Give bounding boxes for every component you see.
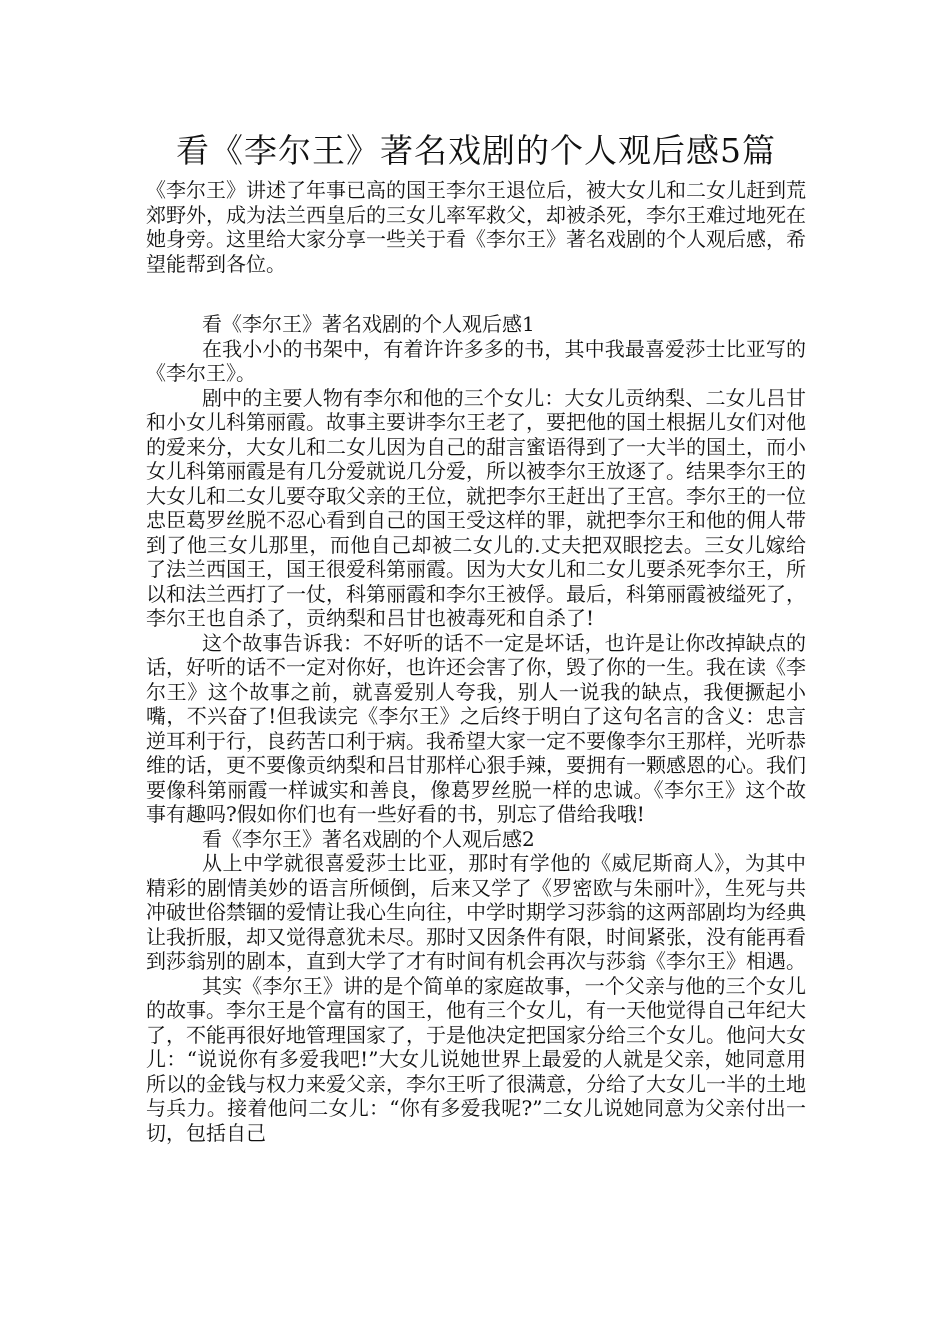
section-2-paragraph-2: 其实《李尔王》讲的是个简单的家庭故事，一个父亲与他的三个女儿的故事。李尔王是个富有的国王，他有三个女儿，有一天他觉得自己年纪大了，不能再很好地管理国家了，于是他决定把国家分给三个女儿。他问大女儿：“说说你有多爱我吧!”大女儿说她世界上最爱的人就是父亲，她同意用所以的金钱与权力来爱父亲，李尔王听了很满意，分给了大女儿一半的土地与兵力。接着他问二女儿：“你有多爱我呢?”二女儿说她同意为父亲付出一切，包括自己 <box>146 973 806 1145</box>
section-2-heading: 看《李尔王》著名戏剧的个人观后感2 <box>202 826 535 851</box>
section-2-paragraph-1: 从上中学就很喜爱莎士比亚，那时有学他的《威尼斯商人》，为其中精彩的剧情美妙的语言所倾倒，后来又学了《罗密欧与朱丽叶》，生死与共冲破世俗禁锢的爱情让我心生向往，中学时期学习莎翁的这两部剧均为经典让我折服，却又觉得意犹未尽。那时又因条件有限，时间紧张，没有能再看到莎翁别的剧本，直到大学了才有时间有机会再次与莎翁《李尔王》相遇。 <box>146 851 806 973</box>
document-page <box>146 128 806 1145</box>
intro-paragraph: 《李尔王》讲述了年事已高的国王李尔王退位后，被大女儿和二女儿赶到荒郊野外，成为法兰西皇后的三女儿率军救父，却被杀死，李尔王难过地死在她身旁。这里给大家分享一些关于看《李尔王》著名戏剧的个人观后感，希望能帮到各位。 <box>146 178 806 276</box>
section-2 <box>146 827 806 1146</box>
section-1-paragraph-1: 在我小小的书架中，有着许许多多的书，其中我最喜爱莎士比亚写的《李尔王》。 <box>146 336 806 385</box>
section-1 <box>146 312 806 827</box>
document-title: 看《李尔王》著名戏剧的个人观后感5篇 <box>176 131 776 170</box>
section-spacer <box>146 276 806 312</box>
section-1-heading: 看《李尔王》著名戏剧的个人观后感1 <box>202 312 535 336</box>
section-1-paragraph-3: 这个故事告诉我：不好听的话不一定是坏话，也许是让你改掉缺点的话，好听的话不一定对你好，也许还会害了你，毁了你的一生。我在读《李尔王》这个故事之前，就喜爱别人夸我，别人一说我的缺点，我便撅起小嘴，不兴奋了!但我读完《李尔王》之后终于明白了这句名言的含义：忠言逆耳利于行，良药苦口利于病。我希望大家一定不要像李尔王那样，光听恭维的话，更不要像贡纳梨和吕甘那样心狠手辣，要拥有一颗感恩的心。我们要像科第丽霞一样诚实和善良，像葛罗丝脱一样的忠诚。《李尔王》这个故事有趣吗?假如你们也有一些好看的书，别忘了借给我哦! <box>146 630 806 826</box>
section-1-paragraph-2: 剧中的主要人物有李尔和他的三个女儿：大女儿贡纳梨、二女儿吕甘和小女儿科第丽霞。故事主要讲李尔王老了，要把他的国土根据儿女们对他的爱来分，大女儿和二女儿因为自己的甜言蜜语得到了一大半的国土，而小女儿科第丽霞是有几分爱就说几分爱，所以被李尔王放逐了。结果李尔王的大女儿和二女儿要夺取父亲的王位，就把李尔王赶出了王宫。李尔王的一位忠臣葛罗丝脱不忍心看到自己的国王受这样的罪，就把李尔王和他的佣人带到了他三女儿那里，而他自己却被二女儿的.丈夫把双眼挖去。三女儿嫁给了法兰西国王，国王很爱科第丽霞。因为大女儿和二女儿要杀死李尔王，所以和法兰西打了一仗，科第丽霞和李尔王被俘。最后，科第丽霞被缢死了，李尔王也自杀了，贡纳梨和吕甘也被毒死和自杀了! <box>146 385 806 630</box>
